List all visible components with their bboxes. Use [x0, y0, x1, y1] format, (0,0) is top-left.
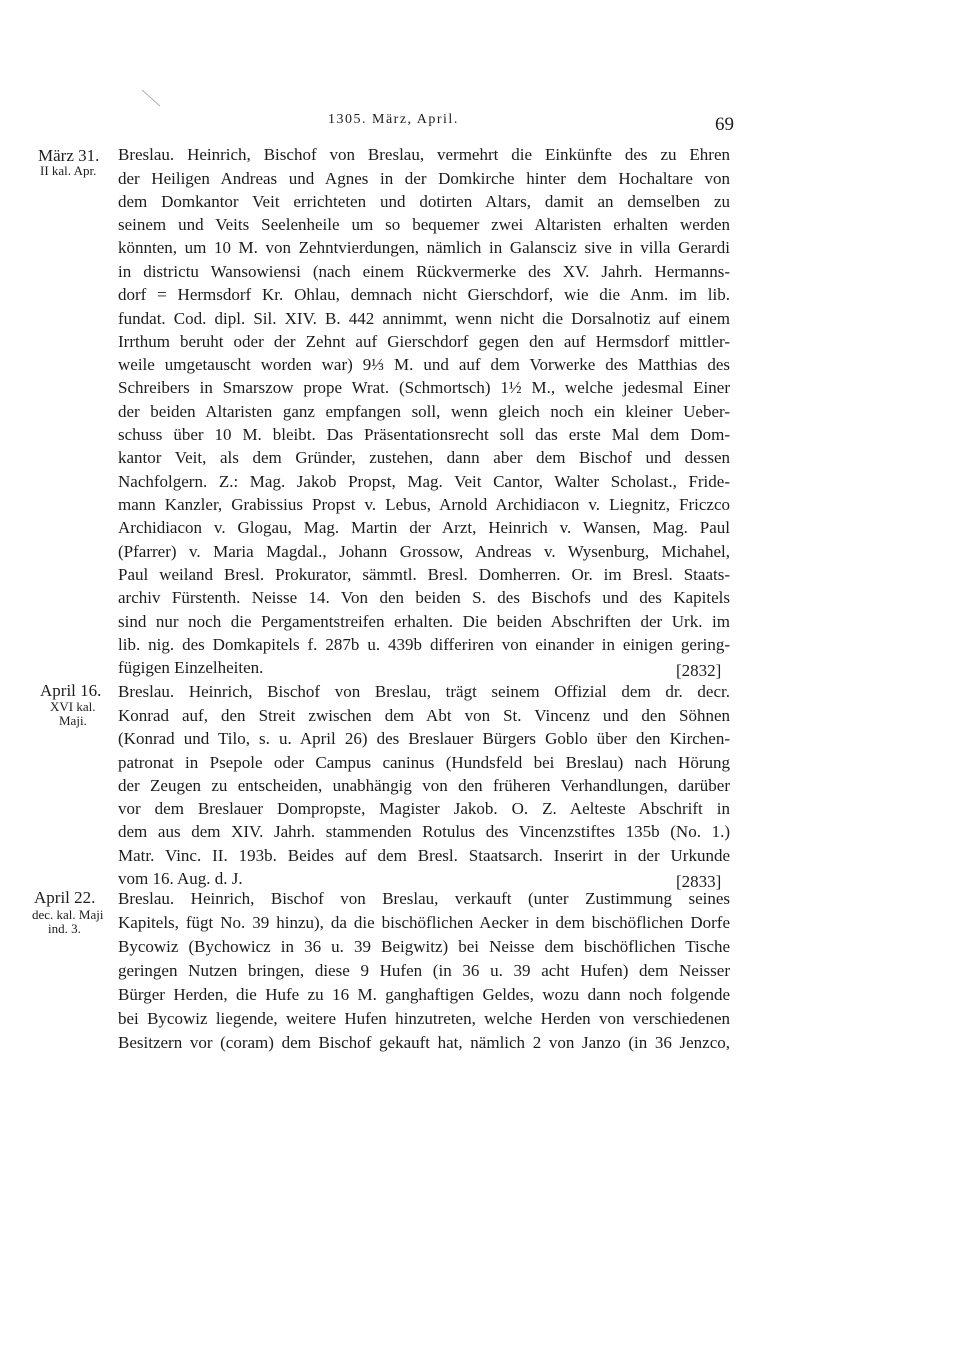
text-line: fundat. Cod. dipl. Sil. XIV. B. 442 annimmt, wenn nicht die Dorsalnotiz auf einem: [118, 309, 730, 328]
margin-date: März 31.: [38, 146, 100, 165]
scan-mark: [140, 88, 164, 112]
text-line: (Konrad und Tilo, s. u. April 26) des Breslauer Bürgers Goblo über den Kirchen-: [118, 729, 730, 748]
text-line: Breslau. Heinrich, Bischof von Breslau, trägt seinem Offizial dem dr. decr.: [118, 682, 730, 701]
text-line: seinem und Veits Seelenheile um so bequemer zwei Altaristen erhalten werden: [118, 215, 730, 234]
text-line: Schreibers in Smarszow prope Wrat. (Schmortsch) 1½ M., welche jedesmal Einer: [118, 378, 730, 397]
regest-number: [2833]: [676, 872, 722, 891]
text-line: schuss über 10 M. bleibt. Das Präsentationsrecht soll das erste Mal dem Dom-: [118, 425, 730, 444]
text-line: der Zeugen zu entscheiden, unabhängig von den früheren Verhandlungen, darüber: [118, 776, 730, 795]
text-line: Nachfolgern. Z.: Mag. Jakob Propst, Mag. Veit Cantor, Walter Scholast., Fride-: [118, 472, 730, 491]
text-line: sind nur noch die Pergamentstreifen erhalten. Die beiden Abschriften der Urk. im: [118, 612, 730, 631]
margin-calendar: dec. kal. Maji ind. 3.: [32, 907, 104, 936]
text-line: patronat in Psepole oder Campus caninus (Hundsfeld bei Breslau) nach Hörung: [118, 753, 730, 772]
text-line: lib. nig. des Domkapitels f. 287b u. 439b differiren von einander in einigen gering-: [118, 635, 730, 654]
text-line: kantor Veit, als dem Gründer, zustehen, dann aber dem Bischof und dessen: [118, 448, 730, 467]
text-line: dorf = Hermsdorf Kr. Ohlau, demnach nicht Gierschdorf, wie die Anm. im lib.: [118, 285, 730, 304]
text-line: Breslau. Heinrich, Bischof von Breslau, verkauft (unter Zustimmung seines: [118, 889, 730, 908]
text-line: der beiden Altaristen ganz empfangen soll, wenn gleich noch ein kleiner Ueber-: [118, 402, 730, 421]
text-line: Besitzern vor (coram) dem Bischof gekauft hat, nämlich 2 von Janzo (in 36 Jenzco,: [118, 1033, 730, 1052]
text-line: vor dem Breslauer Dompropste, Magister Jakob. O. Z. Aelteste Abschrift in: [118, 799, 730, 818]
regest-number: [2832]: [676, 661, 722, 680]
margin-calendar: XVI kal. Maji.: [50, 699, 96, 728]
text-line: vom 16. Aug. d. J.: [118, 869, 243, 888]
text-line: weile umgetauscht worden war) 9⅓ M. und auf dem Vorwerke des Matthias des: [118, 355, 730, 374]
text-line: mann Kanzler, Grabissius Propst v. Lebus, Arnold Archidiacon v. Liegnitz, Friczco: [118, 495, 730, 514]
text-line: archiv Fürstenth. Neisse 14. Von den beiden S. des Bischofs und des Kapitels: [118, 588, 730, 607]
text-line: dem Domkantor Veit errichteten und dotirten Altars, damit an demselben zu: [118, 192, 730, 211]
text-line: bei Bycowiz liegende, weitere Hufen hinzutreten, welche Herden von verschiedenen: [118, 1009, 730, 1028]
text-line: (Pfarrer) v. Maria Magdal., Johann Grossow, Andreas v. Wysenburg, Michahel,: [118, 542, 730, 561]
text-line: Paul weiland Bresl. Prokurator, sämmtl. Bresl. Domherren. Or. im Bresl. Staats-: [118, 565, 730, 584]
text-line: Matr. Vinc. II. 193b. Beides auf dem Bresl. Staatsarch. Inserirt in der Urkunde: [118, 846, 730, 865]
text-line: Bürger Herden, die Hufe zu 16 M. ganghaftigen Geldes, wozu dann noch folgende: [118, 985, 730, 1004]
text-line: könnten, um 10 M. von Zehntvierdungen, nämlich in Galansciz sive in villa Gerardi: [118, 238, 730, 257]
text-line: dem aus dem XIV. Jahrh. stammenden Rotulus des Vincenzstiftes 135b (No. 1.): [118, 822, 730, 841]
text-line: Breslau. Heinrich, Bischof von Breslau, vermehrt die Einkünfte des zu Ehren: [118, 145, 730, 164]
margin-calendar: II kal. Apr.: [40, 163, 97, 178]
text-line: Konrad auf, den Streit zwischen dem Abt von St. Vincenz und den Söhnen: [118, 706, 730, 725]
margin-date: April 16.: [40, 681, 102, 700]
running-title: 1305. März, April.: [328, 112, 459, 127]
text-line: Kapitels, fügt No. 39 hinzu), da die bischöflichen Aecker in dem bischöflichen Dorfe: [118, 913, 730, 932]
text-line: in districtu Wansowiensi (nach einem Rückvermerke des XV. Jahrh. Hermanns-: [118, 262, 730, 281]
page-header: [0, 112, 960, 138]
text-line: fügigen Einzelheiten.: [118, 658, 264, 677]
text-line: geringen Nutzen bringen, diese 9 Hufen (in 36 u. 39 acht Hufen) dem Neisser: [118, 961, 730, 980]
page-number: 69: [715, 114, 734, 135]
text-line: der Heiligen Andreas und Agnes in der Domkirche hinter dem Hochaltare von: [118, 169, 730, 188]
margin-date: April 22.: [34, 888, 96, 907]
text-line: Irrthum beruht oder der Zehnt auf Gierschdorf gegen den auf Hermsdorf mittler-: [118, 332, 730, 351]
text-line: Archidiacon v. Glogau, Mag. Martin der Arzt, Heinrich v. Wansen, Mag. Paul: [118, 518, 730, 537]
text-line: Bycowiz (Bychowicz in 36 u. 39 Beigwitz) bei Neisse dem bischöflichen Tische: [118, 937, 730, 956]
